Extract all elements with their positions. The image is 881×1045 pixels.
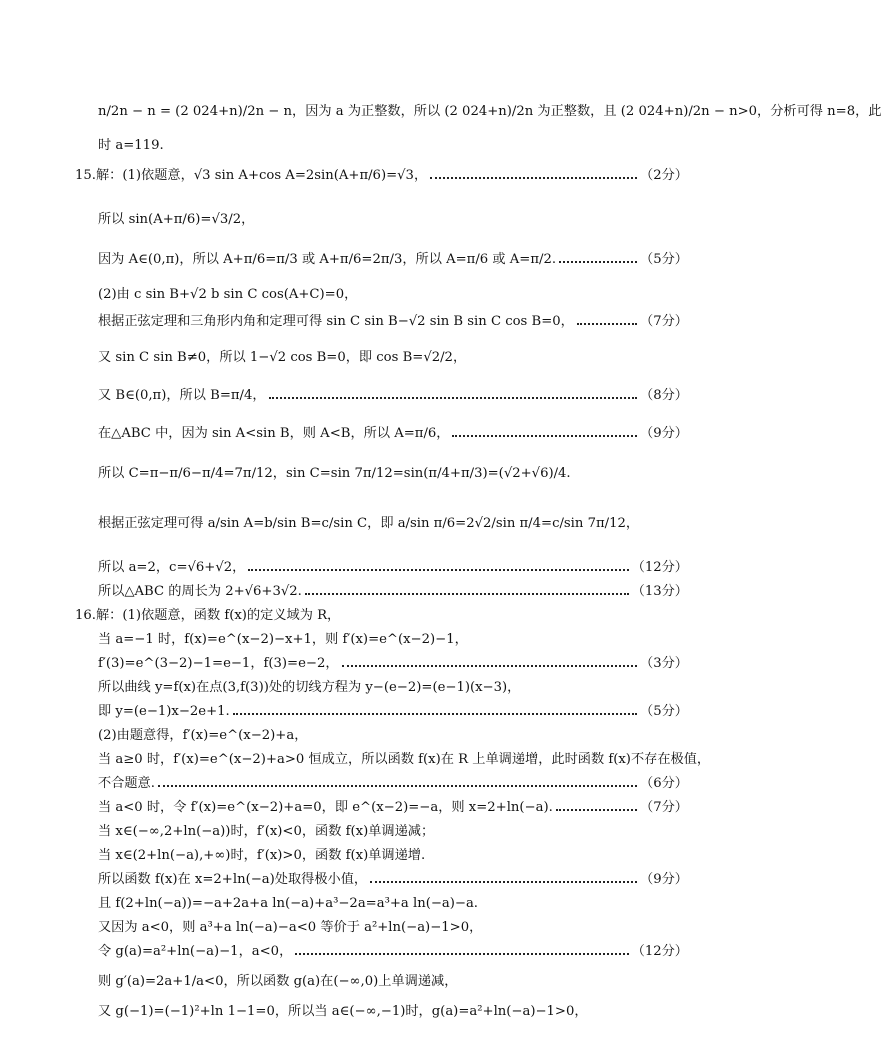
leader-dots bbox=[342, 665, 638, 667]
text-line: 因为 A∈(0,π)，所以 A+π/6=π/3 或 A+π/6=2π/3，所以 A=π/6 或 A=π/2. （5分） bbox=[98, 252, 688, 267]
text-line: 所以 a=2，c=√6+√2， （12分） bbox=[98, 560, 688, 575]
leader-dots bbox=[430, 177, 637, 179]
text-line: 根据正弦定理和三角形内角和定理可得 sin C sin B−√2 sin B sin C cos B=0， （7分） bbox=[98, 314, 688, 329]
text-line: 不合题意. （6分） bbox=[98, 776, 688, 791]
text-line: n/2n − n = (2 024+n)/2n − n，因为 a 为正整数，所以 (2 024+n)/2n 为正整数，且 (2 024+n)/2n − n>0，分析可得 n=8，此 bbox=[98, 104, 881, 119]
leader-dots bbox=[305, 593, 629, 595]
text-line: 所以曲线 y=f(x)在点(3,f(3))处的切线方程为 y−(e−2)=(e−1)(x−3)， bbox=[98, 680, 521, 695]
text-line: 又 sin C sin B≠0，所以 1−√2 cos B=0，即 cos B=√2/2， bbox=[98, 350, 467, 365]
leader-dots bbox=[370, 881, 637, 883]
leader-dots bbox=[577, 323, 637, 325]
score-label: （9分） bbox=[640, 426, 688, 441]
score-label: （12分） bbox=[631, 944, 688, 959]
score-label: （8分） bbox=[640, 388, 688, 403]
leader-dots bbox=[295, 953, 628, 955]
text-line: (2)由题意得，f′(x)=e^(x−2)+a， bbox=[98, 728, 308, 743]
leader-dots bbox=[233, 713, 637, 715]
score-label: （6分） bbox=[640, 776, 688, 791]
text-line: 又 g(−1)=(−1)²+ln 1−1=0，所以当 a∈(−∞,−1)时，g(a)=a²+ln(−a)−1>0， bbox=[98, 1004, 588, 1019]
text-line: 即 y=(e−1)x−2e+1. （5分） bbox=[98, 704, 688, 719]
text-line: 当 a≥0 时，f′(x)=e^(x−2)+a>0 恒成立，所以函数 f(x)在 R 上单调递增，此时函数 f(x)不存在极值， bbox=[98, 752, 711, 767]
leader-dots bbox=[559, 261, 637, 263]
score-label: （12分） bbox=[631, 560, 688, 575]
leader-dots bbox=[269, 397, 637, 399]
text-line: 令 g(a)=a²+ln(−a)−1，a<0， （12分） bbox=[98, 944, 688, 959]
leader-dots bbox=[452, 435, 637, 437]
text-line: 又因为 a<0，则 a³+a ln(−a)−a<0 等价于 a²+ln(−a)−1>0， bbox=[98, 920, 483, 935]
score-label: （2分） bbox=[640, 168, 688, 183]
score-label: （5分） bbox=[640, 704, 688, 719]
text-line: 又 B∈(0,π)，所以 B=π/4， （8分） bbox=[98, 388, 688, 403]
text-line: 当 a<0 时，令 f′(x)=e^(x−2)+a=0，即 e^(x−2)=−a，则 x=2+ln(−a). （7分） bbox=[98, 800, 688, 815]
leader-dots bbox=[248, 569, 628, 571]
text-line: 根据正弦定理可得 a/sin A=b/sin B=c/sin C，即 a/sin π/6=2√2/sin π/4=c/sin 7π/12， bbox=[98, 516, 640, 531]
text-line: (2)由 c sin B+√2 b sin C cos(A+C)=0， bbox=[98, 287, 358, 302]
text-line: 在△ABC 中，因为 sin A<sin B，则 A<B，所以 A=π/6， （9分） bbox=[98, 426, 688, 441]
text-line: 时 a=119. bbox=[98, 138, 164, 153]
text-line: 所以 sin(A+π/6)=√3/2， bbox=[98, 212, 255, 227]
leader-dots bbox=[556, 809, 637, 811]
text-line: 当 x∈(2+ln(−a),+∞)时，f′(x)>0，函数 f(x)单调递增. bbox=[98, 848, 426, 863]
score-label: （3分） bbox=[640, 656, 688, 671]
leader-dots bbox=[158, 785, 637, 787]
question-15-line: 15.解：(1)依题意，√3 sin A+cos A=2sin(A+π/6)=√3， （2分） bbox=[75, 168, 688, 183]
text-line: 所以 C=π−π/6−π/4=7π/12，sin C=sin 7π/12=sin(π/4+π/3)=(√2+√6)/4. bbox=[98, 466, 571, 481]
score-label: （7分） bbox=[640, 800, 688, 815]
score-label: （5分） bbox=[640, 252, 688, 267]
text-line: 则 g′(a)=2a+1/a<0，所以函数 g(a)在(−∞,0)上单调递减， bbox=[98, 974, 458, 989]
text-line: f′(3)=e^(3−2)−1=e−1，f(3)=e−2， （3分） bbox=[98, 656, 688, 671]
text-line: 所以△ABC 的周长为 2+√6+3√2. （13分） bbox=[98, 584, 688, 599]
score-label: （13分） bbox=[631, 584, 688, 599]
text-line: 当 a=−1 时，f(x)=e^(x−2)−x+1，则 f′(x)=e^(x−2)−1， bbox=[98, 632, 468, 647]
question-16-line: 16.解：(1)依题意，函数 f(x)的定义域为 R， bbox=[75, 608, 341, 623]
text-line: 所以函数 f(x)在 x=2+ln(−a)处取得极小值， （9分） bbox=[98, 872, 688, 887]
text-line: 当 x∈(−∞,2+ln(−a))时，f′(x)<0，函数 f(x)单调递减； bbox=[98, 824, 435, 839]
text-line: 且 f(2+ln(−a))=−a+2a+a ln(−a)+a³−2a=a³+a ln(−a)−a. bbox=[98, 896, 479, 911]
score-label: （7分） bbox=[640, 314, 688, 329]
score-label: （9分） bbox=[640, 872, 688, 887]
